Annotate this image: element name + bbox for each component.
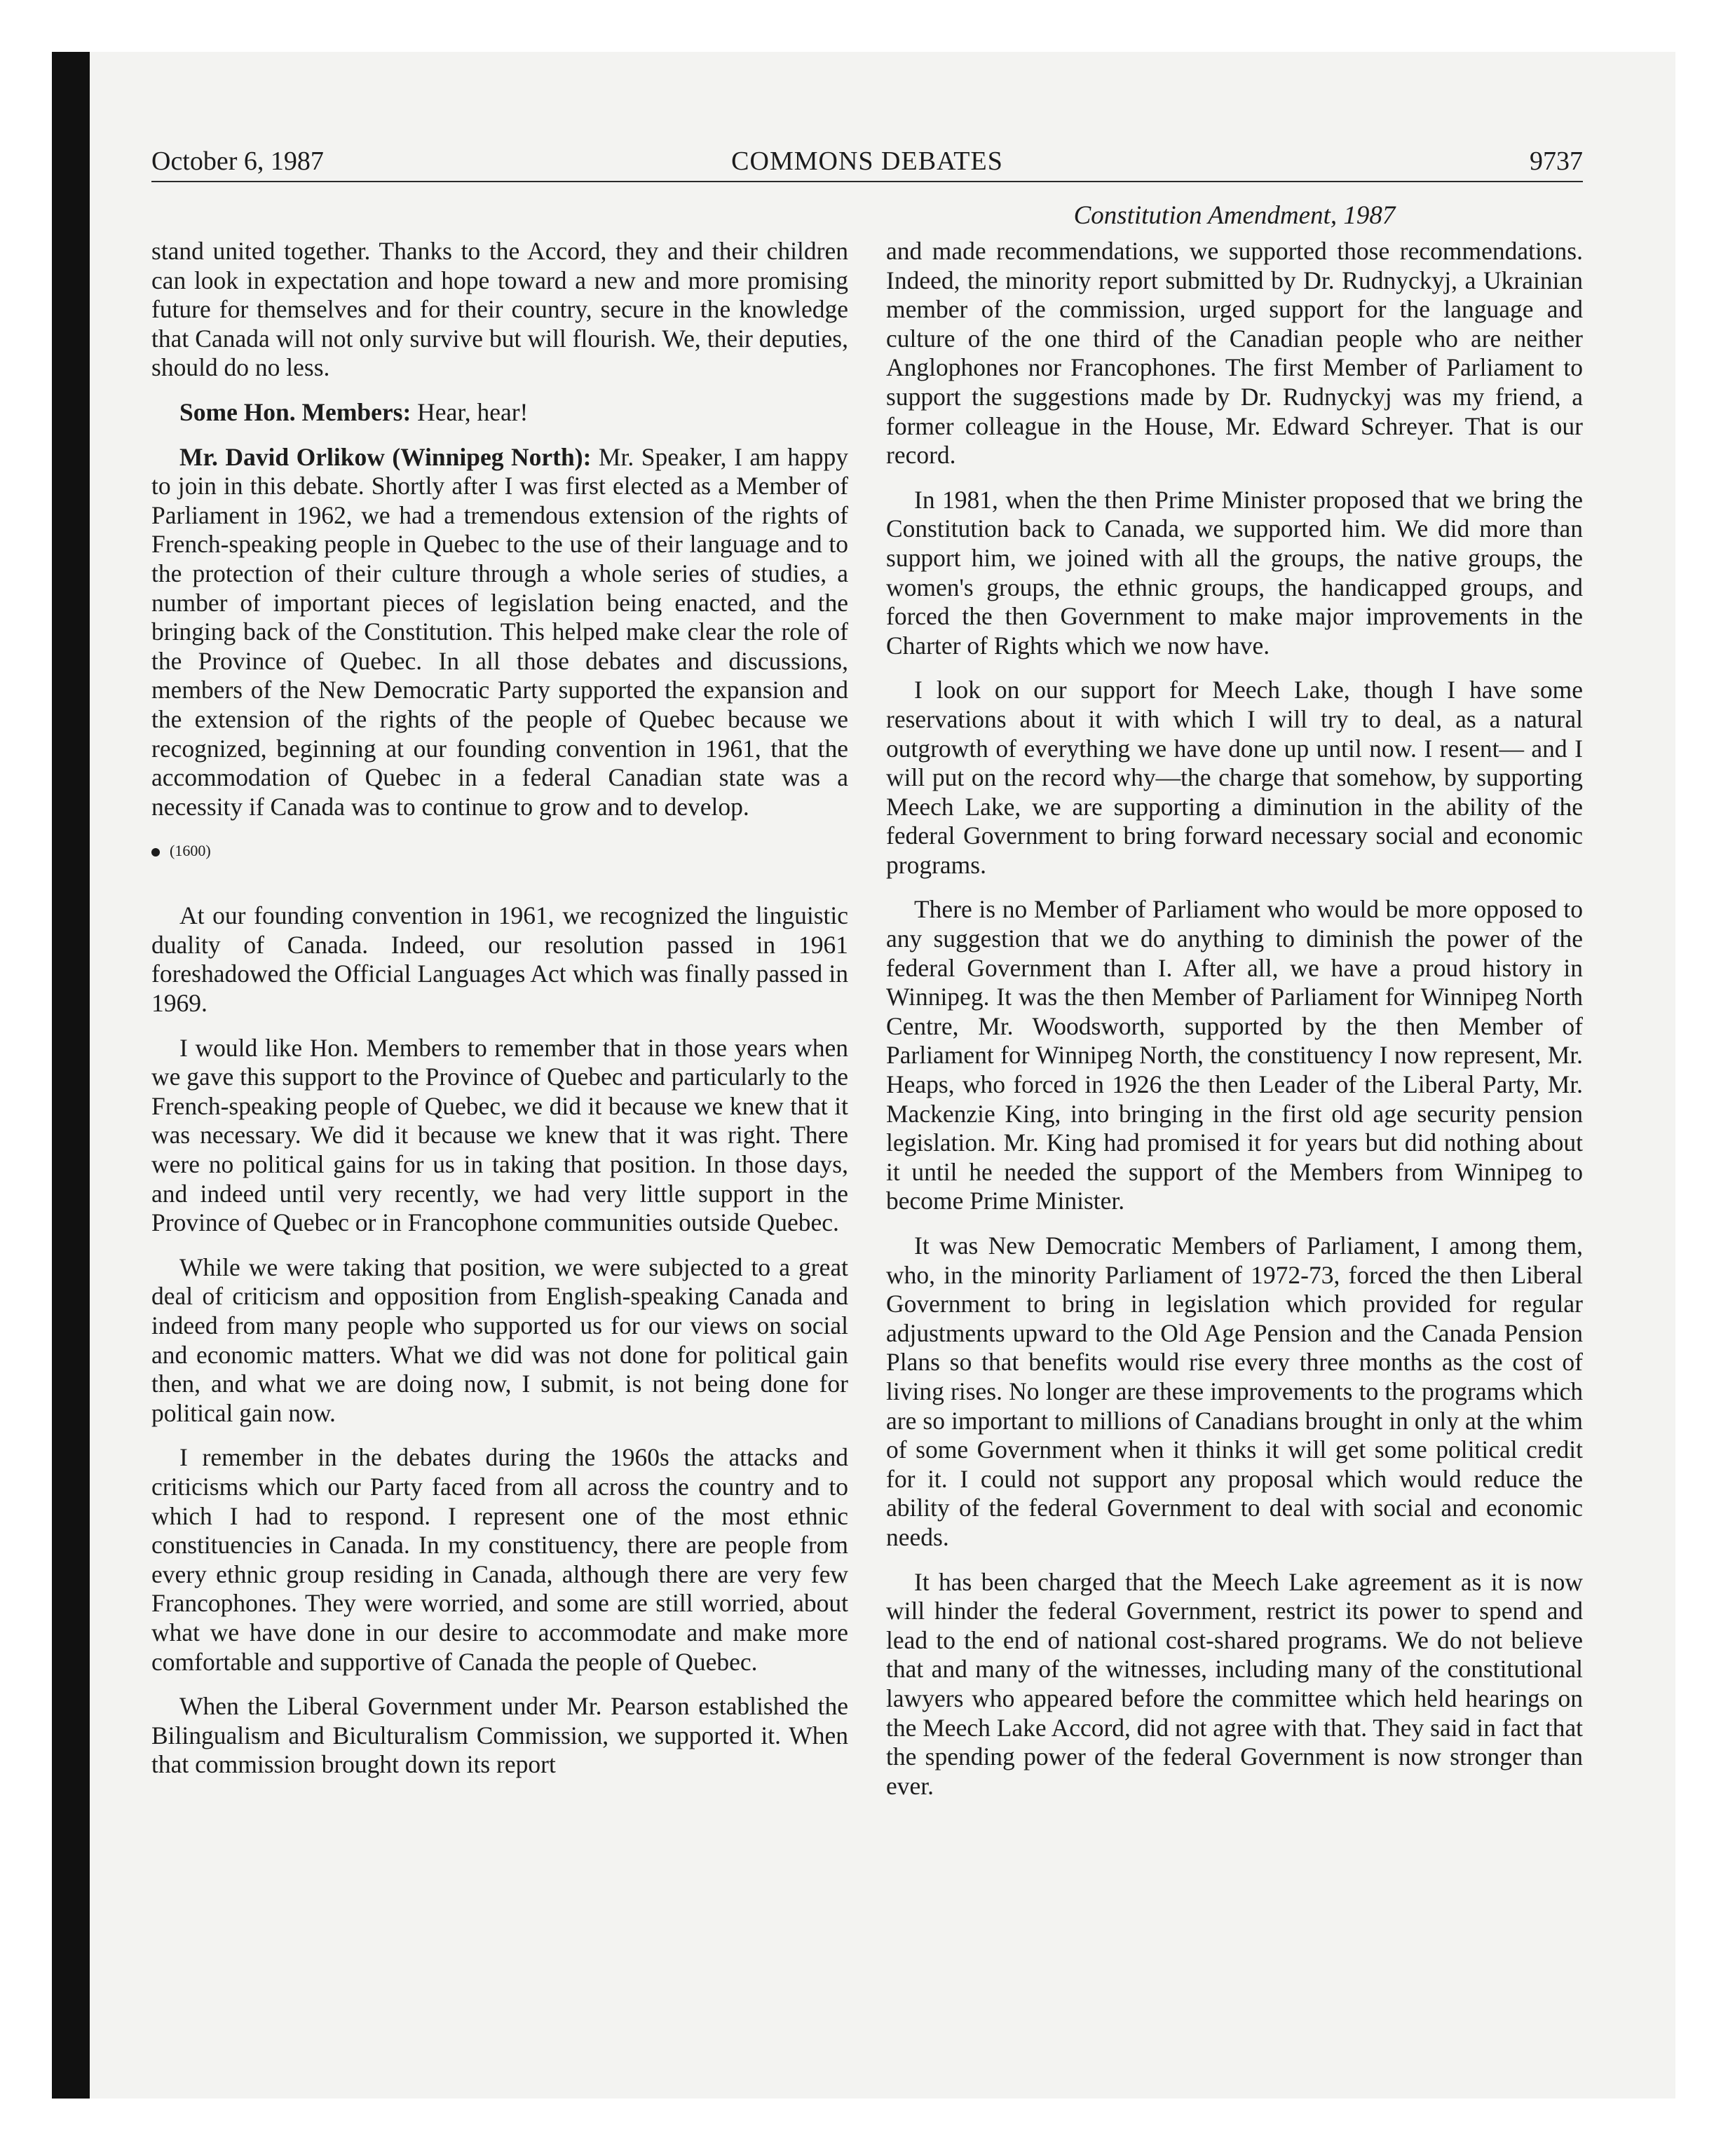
header-publication: COMMONS DEBATES [731,146,1003,176]
speech-text: Hear, hear! [411,397,529,426]
paragraph: It has been charged that the Meech Lake agreement as it is now will hinder the federal Government, restrict its power to spend and lead to the end of national cost-shared programs. We do not believe that and many of the witnesses, including many of the constitutional lawyers who appeared before the committee which held hearings on the Meech Lake Accord, did not agree with that. They said in fact that the spending power of the federal Government is now stronger than ever. [886,1567,1583,1800]
header-rule [151,181,1583,182]
paragraph: and made recommendations, we supported those recommendations. Indeed, the minority report submitted by Dr. Rudnyckyj, a Ukrainian member of the commission, urged support for the language and culture of the one third of the Canadian people who are neither Anglophones nor Francophones. The first Member of Parliament to support the suggestions made by Dr. Rudnyckyj was my friend, a former colleague in the House, Mr. Edward Schreyer. That is our record. [886,237,1583,470]
scan-edge-bar [52,52,90,2099]
interjection-paragraph [151,398,848,428]
bullet-icon [151,848,160,857]
right-column [886,237,1583,1816]
speaker-name: Mr. David Orlikow (Winnipeg North): [179,442,592,471]
section-title: Constitution Amendment, 1987 [1073,201,1396,230]
paragraph: There is no Member of Parliament who would be more opposed to any suggestion that we do anything to diminish the power of the federal Government than I. After all, we have a proud history in Winnipeg. It was the then Member of Parliament for Winnipeg North Centre, Mr. Woodsworth, supported by the then Member of Parliament for Winnipeg North, the constituency I now represent, Mr. Heaps, who forced in 1926 the then Leader of the Liberal Party, Mr. Mackenzie King, into bringing in the first old age security pension legislation. Mr. King had promised it for years but did nothing about it until he needed the support of the Members from Winnipeg to become Prime Minister. [886,895,1583,1215]
paragraph: I remember in the debates during the 1960s the attacks and criticisms which our Party faced from all across the country and to which I had to respond. I represent one of the most ethnic constituencies in Canada. In my constituency, there are people from every ethnic group residing in Canada, although there are very few Francophones. They were worried, and some are still worried, about what we have done in our desire to accommodate and make more comfortable and supportive of Canada the people of Quebec. [151,1443,848,1676]
paragraph: While we were taking that position, we were subjected to a great deal of criticism and opposition from English-speaking Canada and indeed from many people who supported us for our views on social and economic matters. What we did was not done for political gain then, and what we are doing now, I submit, is not being done for political gain now. [151,1253,848,1427]
paragraph: I look on our support for Meech Lake, though I have some reservations about it with which I will try to deal, as a natural outgrowth of everything we have done up until now. I resent— and I will put on the record why—the charge that somehow, by supporting Meech Lake, we are supporting a diminution in the ability of the federal Government to bring forward necessary social and economic programs. [886,676,1583,879]
paragraph: It was New Democratic Members of Parliament, I among them, who, in the minority Parliament of 1972-73, forced the then Liberal Government to bring in legislation which provided for regular adjustments upward to the Old Age Pension and the Canada Pension Plans so that benefits would rise every three months as the cost of living rises. No longer are these improvements to the programs which are so important to millions of Canadians brought in only at the whim of some Government when it thinks it will get some political credit for it. I could not support any proposal which would reduce the ability of the federal Government to deal with social and economic needs. [886,1231,1583,1551]
paragraph: When the Liberal Government under Mr. Pearson established the Bilingualism and Biculturalism Commission, we supported it. When that commission brought down its report [151,1692,848,1779]
speech-paragraph [151,443,848,822]
time-marker [151,837,848,865]
running-header [151,144,1583,178]
paragraph: I would like Hon. Members to remember that in those years when we gave this support to the Province of Quebec and particularly to the French-speaking people of Quebec, we did it because we knew that it was necessary. We did it because we knew that it was right. There were no political gains for us in taking that position. In those days, and indeed until very recently, we had very little support in the Province of Quebec or in Francophone communities outside Quebec. [151,1033,848,1237]
header-page-number: 9737 [1530,146,1583,176]
speech-text: Mr. Speaker, I am happy to join in this debate. Shortly after I was first elected as a Member of Parliament in 1962, we had a tremendous extension of the rights of French-speaking people in Quebec to the use of their language and to the protection of their culture through a whole series of studies, a number of important pieces of legislation being enacted, and the bringing back of the Constitution. This helped make clear the role of the Province of Quebec. In all those debates and discussions, members of the New Democratic Party supported the expansion and the extension of the rights of the people of Quebec because we recognized, beginning at our founding convention in 1961, that the accommodation of Quebec in a federal Canadian state was a necessity if Canada was to continue to grow and to develop. [151,442,848,821]
paragraph: At our founding convention in 1961, we recognized the linguistic duality of Canada. Indeed, our resolution passed in 1961 foreshadowed the Official Languages Act which was finally passed in 1969. [151,901,848,1018]
header-date: October 6, 1987 [151,146,324,176]
paragraph: stand united together. Thanks to the Accord, they and their children can look in expectation and hope toward a new and more promising future for themselves and for their country, secure in the knowledge that Canada will not only survive but will flourish. We, their deputies, should do no less. [151,237,848,382]
paragraph: In 1981, when the then Prime Minister proposed that we bring the Constitution back to Canada, we supported him. We did more than support him, we joined with all the groups, the native groups, the women's groups, the ethnic groups, the handicapped groups, and forced the then Government to make major improvements in the Charter of Rights which we now have. [886,485,1583,660]
time-marker-text: (1600) [170,842,211,860]
left-column [151,237,848,1795]
speaker-name: Some Hon. Members: [179,397,411,426]
